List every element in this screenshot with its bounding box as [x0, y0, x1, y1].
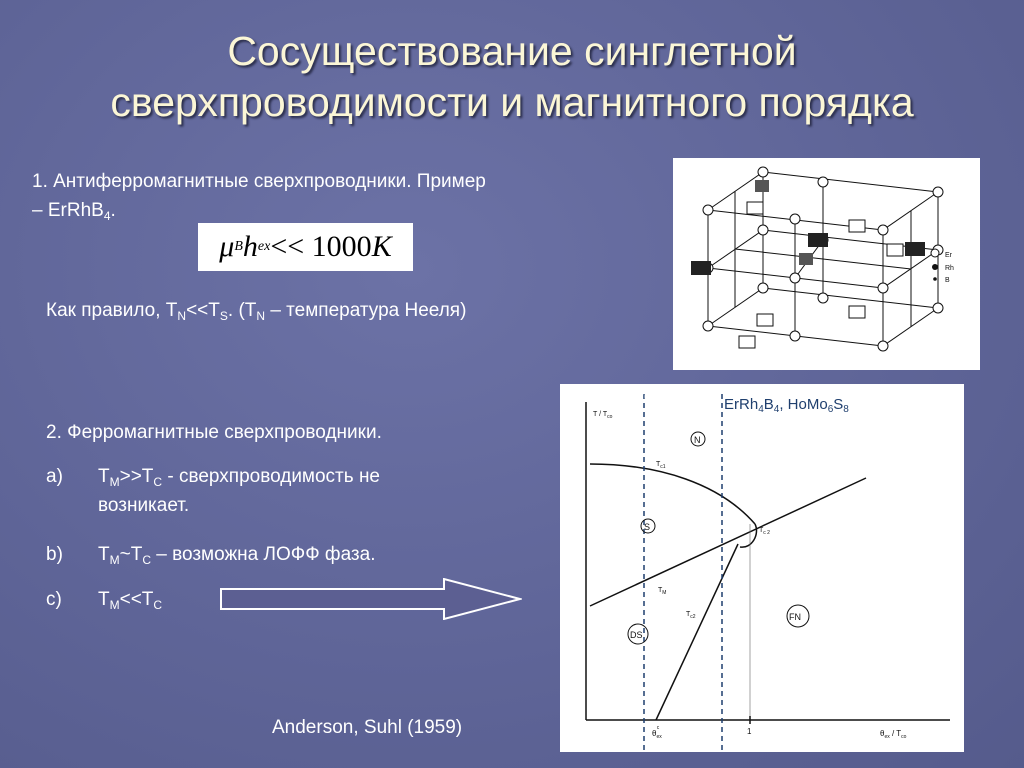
item1-sub: 4 — [103, 209, 111, 223]
item-b-sub-c: C — [142, 553, 151, 567]
curve-tc2-label: $T_{c2}$ — [686, 611, 696, 620]
item-c-sub-c: C — [153, 598, 163, 612]
errh-sub3: 6 — [827, 404, 834, 415]
theta-c-label: $\theta_{ex}c$ — [652, 725, 662, 740]
errh-d: S — [833, 396, 844, 413]
legend-rh-marker — [932, 264, 938, 270]
rule-sub-n: N — [177, 309, 187, 323]
region-fn-label: FN — [789, 612, 801, 622]
y-axis-label: T / $T_{co}$ — [593, 411, 613, 420]
homose-a: HoMo — [604, 384, 645, 401]
curve-tc1 — [590, 464, 755, 524]
region-n-label: N — [694, 435, 701, 445]
item-b-rest: – возможна ЛОФФ фаза. — [150, 544, 376, 565]
item-a-mid: >>T — [119, 466, 154, 487]
curve-tc1-label: $T_{c1}$ — [656, 461, 666, 470]
label-errh — [724, 396, 849, 414]
item-b — [46, 540, 516, 569]
point-tc2-label: $T_{c 2}$ — [759, 527, 770, 536]
item-a — [46, 462, 516, 520]
legend-er-marker — [931, 249, 939, 257]
item1-line1: 1. Антиферромагнитные сверхпроводники. Пример — [32, 171, 486, 192]
rule-c: . (T — [227, 300, 257, 321]
item-a-mark: a) — [46, 466, 63, 487]
item-a-sub-c: C — [153, 475, 163, 489]
homose-sub1: 6 — [644, 392, 650, 403]
item-c — [46, 585, 246, 614]
formula-rest: << 1000 — [270, 230, 372, 263]
item2-text: 2. Ферромагнитные сверхпроводники. — [46, 422, 382, 443]
item-c-mark: c) — [46, 589, 62, 610]
rule-d: – температура Нееля) — [265, 300, 467, 321]
citation: Anderson, Suhl (1959) — [272, 717, 463, 738]
formula-mu: μ — [219, 230, 235, 263]
legend-b-marker — [933, 277, 937, 281]
rule-sub-s: S — [219, 309, 228, 323]
item1-end: . — [110, 200, 116, 221]
rule-a: Как правило, T — [46, 300, 178, 321]
item-b-body — [98, 540, 516, 569]
item-a-body — [98, 462, 516, 520]
item-b-sub-m: M — [109, 553, 120, 567]
x-axis-label: $\theta_{ex} / T_{co}$ — [880, 729, 907, 740]
tick-one-label: 1 — [747, 727, 752, 736]
item1-compound: – ErRhB — [32, 200, 104, 221]
legend-rh-label: Rh — [945, 265, 954, 272]
item-b-t: T — [98, 544, 110, 565]
legend-er-label: Er — [945, 252, 952, 259]
right-arrow-icon — [220, 578, 522, 620]
item-a-rest: - сверхпроводимость не — [162, 466, 380, 487]
item-c-mid: <<T — [119, 589, 154, 610]
region-s-label: S — [644, 522, 651, 532]
errh-sub2: 4 — [773, 404, 780, 415]
errh-b: B — [763, 396, 774, 413]
rule-b: <<T — [186, 300, 220, 321]
phase-diagram-drawing — [560, 384, 964, 752]
curve-tm-label: $T_M$ — [658, 587, 667, 596]
formula-k: K — [371, 230, 392, 263]
phase-diagram-figure — [560, 384, 964, 752]
homose-sub2: 8 — [667, 392, 674, 403]
item-a-line2: возникает. — [98, 495, 190, 516]
label-homose — [604, 384, 674, 402]
homose-b: Se — [649, 384, 668, 401]
item-a-sub-m: M — [109, 475, 120, 489]
item-b-mid: ~T — [119, 544, 143, 565]
item-c-t: T — [98, 589, 110, 610]
region-ds-label: DS — [630, 630, 643, 640]
rule-text — [46, 296, 466, 325]
item-b-mark: b) — [46, 544, 63, 565]
errh-sub1: 4 — [758, 404, 764, 415]
item1-line2 — [32, 196, 652, 225]
curve-tm — [590, 478, 866, 606]
errh-a: ErRh — [724, 396, 759, 413]
formula-box: μ B h ex << 1000 K — [198, 223, 413, 271]
crystal-structure-figure — [673, 158, 980, 370]
formula-h: h — [242, 230, 258, 263]
item-a-t: T — [98, 466, 110, 487]
title-line-2: сверхпроводимости и магнитного порядка — [110, 79, 914, 125]
crystal-lattice-drawing — [673, 158, 980, 370]
errh-c: , HoMo — [779, 396, 828, 413]
item-c-sub-m: M — [109, 598, 120, 612]
errh-sub4: 8 — [843, 404, 849, 415]
item1-text — [32, 167, 652, 225]
rule-sub-n2: N — [256, 309, 266, 323]
title-line-1: Сосуществование синглетной — [227, 28, 797, 74]
legend-b-label: B — [945, 277, 950, 284]
slide-title — [0, 26, 1024, 128]
